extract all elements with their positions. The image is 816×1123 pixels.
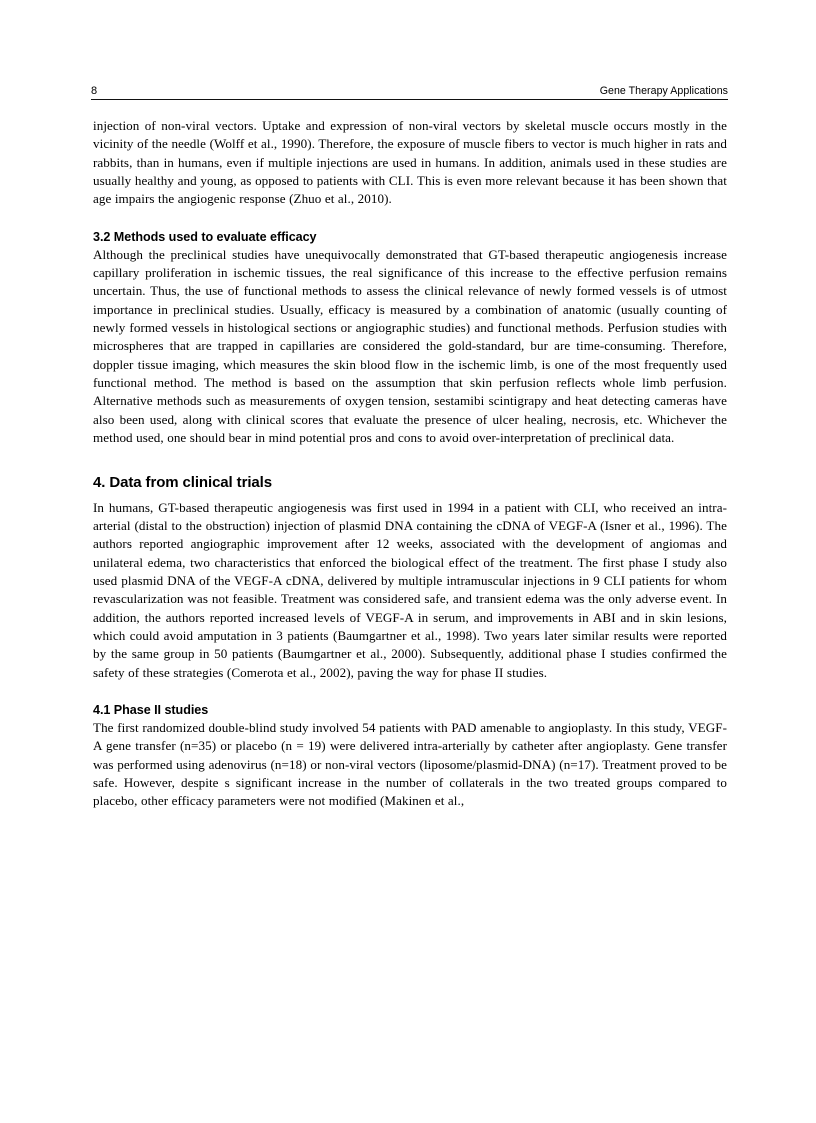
paragraph-methods: Although the preclinical studies have unequivocally demonstrated that GT-based therapeutic angiogenesis increase capillary proliferation in ischemic tissues, the real significance of this increase to the effective perfusion remains uncertain. Thus, the use of functional methods to assess the clinical relevance of newly formed vessels is of utmost importance in preclinical studies. Usually, efficacy is measured by a combination of anatomic (usually counting of newly formed vessels in histological sections or angiographic studies) and functional methods. Perfusion studies with microspheres that are trapped in capillaries are considered the gold-standard, bur are time-consuming. Therefore, doppler tissue imaging, which measures the skin blood flow in the ischemic limb, is one of the most frequently used functional method. The method is based on the assumption that skin perfusion reflects whole limb perfusion. Alternative methods such as measurements of oxygen tension, sestamibi scintigrapy and heat detecting cameras have also been used, along with clinical scores that evaluate the presence of ulcer healing, necrosis, etc. Whichever the method used, one should bear in mind potential pros and cons to avoid over-interpretation of preclinical data. <box>93 246 727 446</box>
page-number: 8 <box>91 85 98 97</box>
heading-3-2: 3.2 Methods used to evaluate efficacy <box>93 229 317 244</box>
spacer <box>93 492 727 499</box>
running-title: Gene Therapy Applications <box>599 85 728 97</box>
page-header <box>91 78 728 100</box>
paragraph-phase-two: The first randomized double-blind study involved 54 patients with PAD amenable to angioplasty. In this study, VEGF-A gene transfer (n=35) or placebo (n = 19) were delivered intra-arterially by catheter after angioplasty. Gene transfer was performed using adenovirus (n=18) or non-viral vectors (liposome/plasmid-DNA) (n=17). Treatment proved to be safe. However, despite s significant increase in the number of collaterals in the two treated groups compared to placebo, other efficacy parameters were not modified (Makinen et al., <box>93 719 727 809</box>
spacer <box>93 448 727 473</box>
heading-4: 4. Data from clinical trials <box>93 473 272 491</box>
heading-4-1: 4.1 Phase II studies <box>93 702 209 717</box>
spacer <box>93 682 727 702</box>
text-column <box>93 117 727 811</box>
paragraph-clinical-trials: In humans, GT-based therapeutic angiogenesis was first used in 1994 in a patient with CLI, who received an intra-arterial (distal to the obstruction) injection of plasmid DNA containing the cDNA of VEGF-A (Isner et al., 1996). The authors reported angiographic improvement after 12 weeks, associated with the development of angiomas and unilateral edema, two characteristics that enforced the biological effect of the treatment. The first phase I study also used plasmid DNA of the VEGF-A cDNA, delivered by multiple intramuscular injections in 9 CLI patients for whom revascularization was not feasible. Treatment was considered safe, and transient edema was the only adverse event. In addition, the authors reported increased levels of VEGF-A in serum, and improvements in ABI and in skin lesions, which could avoid amputation in 3 patients (Baumgartner et al., 1998). Two years later similar results were reported by the same group in 50 patients (Baumgartner et al., 2000). Subsequently, additional phase I studies confirmed the safety of these strategies (Comerota et al., 2002), paving the way for phase II studies. <box>93 499 727 680</box>
spacer <box>93 209 727 229</box>
paragraph-continuation: injection of non-viral vectors. Uptake and expression of non-viral vectors by skeletal muscle occurs mostly in the vicinity of the needle (Wolff et al., 1990). Therefore, the exposure of muscle fibers to vector is much higher in rats and rabbits, than in humans, even if multiple injections are used in humans. In addition, animals used in these studies are usually healthy and young, as opposed to patients with CLI. This is even more relevant because it has been shown that age impairs the angiogenic response (Zhuo et al., 2010). <box>93 118 727 207</box>
